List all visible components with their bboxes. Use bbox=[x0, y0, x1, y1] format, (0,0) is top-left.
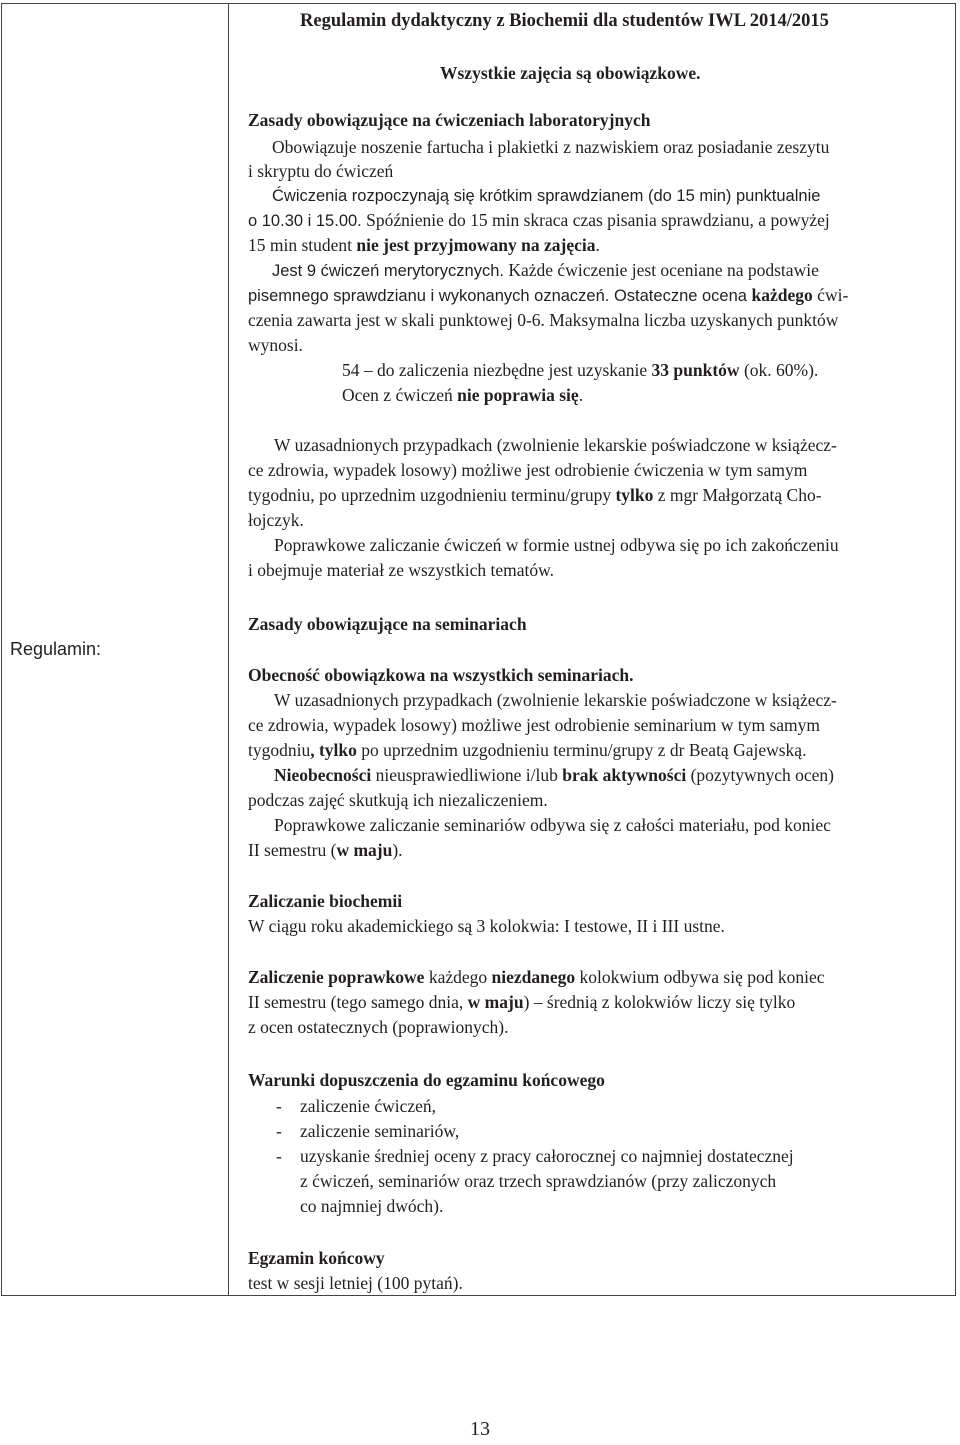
lab-para-4: łojczyk. bbox=[248, 510, 304, 530]
seminar-line-3: tygodniu, tylko po uprzednim uzgodnieniu terminu/grupy z dr Beatą Gajewską. bbox=[248, 740, 807, 760]
lab-para-3: tygodniu, po uprzednim uzgodnieniu terminu/grupy tylko z mgr Małgorzatą Cho- bbox=[248, 485, 822, 505]
condition-item-3-cont: z ćwiczeń, seminariów oraz trzech sprawdzianów (przy zaliczonych bbox=[300, 1171, 777, 1191]
lab-para-5: Poprawkowe zaliczanie ćwiczeń w formie ustnej odbywa się po ich zakończeniu bbox=[274, 535, 839, 555]
condition-item-3-end: co najmniej dwóch). bbox=[300, 1196, 444, 1216]
condition-dash-3: - bbox=[276, 1146, 282, 1166]
condition-dash-2: - bbox=[276, 1121, 282, 1141]
row-label: Regulamin: bbox=[10, 639, 102, 659]
lab-line-6: Jest 9 ćwiczeń merytorycznych. Każde ćwiczenie jest oceniane na podstawie bbox=[272, 260, 819, 280]
lab-line-8: czenia zawarta jest w skali punktowej 0-6. Maksymalna liczba uzyskanych punktów bbox=[248, 310, 839, 330]
lab-line-5: 15 min student nie jest przyjmowany na zajęcia. bbox=[248, 235, 600, 255]
lab-line-7: pisemnego sprawdzianu i wykonanych oznaczeń. Ostateczne ocena każdego ćwi- bbox=[248, 285, 849, 305]
credit-heading: Zaliczanie biochemii bbox=[248, 891, 403, 911]
lab-line-4: o 10.30 i 15.00. Spóźnienie do 15 min skraca czas pisania sprawdzianu, a powyżej bbox=[248, 210, 830, 230]
seminar-line-2: ce zdrowia, wypadek losowy) możliwe jest odrobienie seminarium w tym samym bbox=[248, 715, 821, 735]
lab-line-10: 54 – do zaliczenia niezbędne jest uzyskanie 33 punktów (ok. 60%). bbox=[342, 360, 819, 380]
lab-line-11: Ocen z ćwiczeń nie poprawia się. bbox=[342, 385, 584, 405]
conditions-heading: Warunki dopuszczenia do egzaminu końcowego bbox=[248, 1070, 605, 1090]
seminar-line-5: podczas zajęć skutkują ich niezaliczeniem. bbox=[248, 790, 548, 810]
retake-line-3: z ocen ostatecznych (poprawionych). bbox=[248, 1017, 509, 1037]
lab-line-3: Ćwiczenia rozpoczynają się krótkim sprawdzianem (do 15 min) punktualnie bbox=[272, 187, 821, 205]
seminar-attendance: Obecność obowiązkowa na wszystkich seminariach. bbox=[248, 665, 634, 685]
seminar-line-4: Nieobecności nieusprawiedliwione i/lub brak aktywności (pozytywnych ocen) bbox=[274, 765, 834, 785]
exam-heading: Egzamin końcowy bbox=[248, 1248, 385, 1268]
seminar-heading: Zasady obowiązujące na seminariach bbox=[248, 614, 527, 634]
exam-text: test w sesji letniej (100 pytań). bbox=[248, 1273, 463, 1293]
lab-para-1: W uzasadnionych przypadkach (zwolnienie lekarskie poświadczone w książecz- bbox=[274, 435, 837, 455]
page-number: 13 bbox=[470, 1418, 490, 1440]
credit-line-1: W ciągu roku akademickiego są 3 kolokwia: I testowe, II i III ustne. bbox=[248, 916, 725, 936]
condition-item-2: zaliczenie seminariów, bbox=[300, 1121, 460, 1141]
condition-item-1: zaliczenie ćwiczeń, bbox=[300, 1096, 437, 1116]
seminar-line-7: II semestru (w maju). bbox=[248, 840, 403, 860]
all-mandatory-note: Wszystkie zajęcia są obowiązkowe. bbox=[440, 63, 701, 83]
lab-line-2: i skryptu do ćwiczeń bbox=[248, 161, 394, 181]
retake-line-1: Zaliczenie poprawkowe każdego niezdanego kolokwium odbywa się pod koniec bbox=[248, 967, 825, 987]
seminar-line-1: W uzasadnionych przypadkach (zwolnienie lekarskie poświadczone w książecz- bbox=[274, 690, 837, 710]
retake-line-2: II semestru (tego samego dnia, w maju) – średnią z kolokwiów liczy się tylko bbox=[248, 992, 796, 1012]
seminar-line-6: Poprawkowe zaliczanie seminariów odbywa się z całości materiału, pod koniec bbox=[274, 815, 831, 835]
condition-item-3: uzyskanie średniej oceny z pracy całorocznej co najmniej dostatecznej bbox=[300, 1146, 794, 1166]
document-title: Regulamin dydaktyczny z Biochemii dla studentów IWL 2014/2015 bbox=[300, 11, 829, 31]
column-divider bbox=[228, 4, 229, 1295]
condition-dash-1: - bbox=[276, 1096, 282, 1116]
lab-heading: Zasady obowiązujące na ćwiczeniach laboratoryjnych bbox=[248, 110, 651, 130]
lab-line-1: Obowiązuje noszenie fartucha i plakietki z nazwiskiem oraz posiadanie zeszytu bbox=[272, 137, 830, 157]
lab-line-9: wynosi. bbox=[248, 335, 303, 355]
lab-para-6: i obejmuje materiał ze wszystkich tematów. bbox=[248, 560, 554, 580]
lab-para-2: ce zdrowia, wypadek losowy) możliwe jest odrobienie ćwiczenia w tym samym bbox=[248, 460, 808, 480]
